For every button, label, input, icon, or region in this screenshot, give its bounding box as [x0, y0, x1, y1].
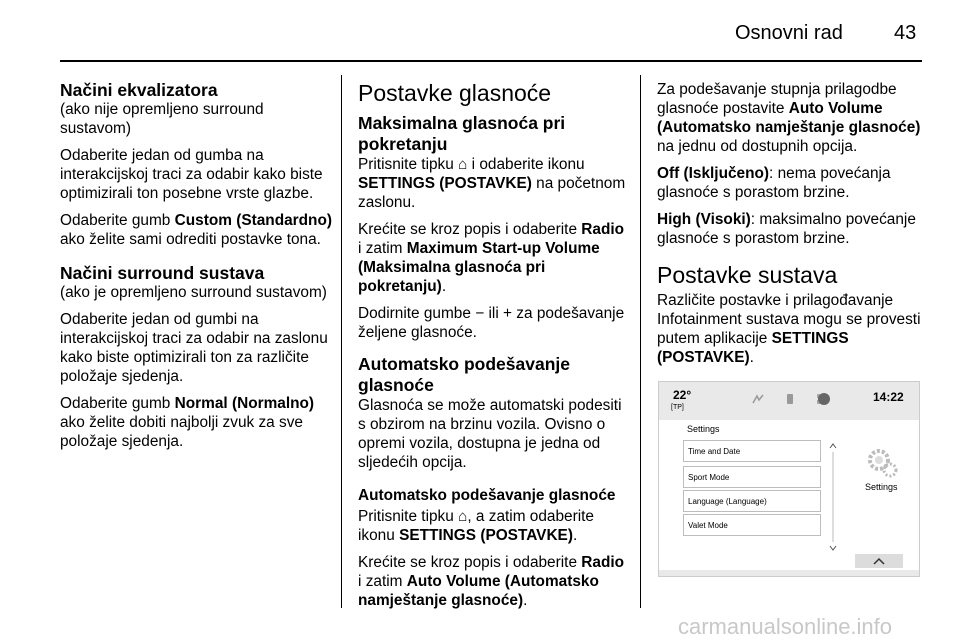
- page-number: 43: [894, 22, 917, 44]
- settings-row-valet-mode[interactable]: Valet Mode: [683, 514, 821, 536]
- column-3: [657, 80, 925, 375]
- status-bar: [659, 382, 919, 420]
- equalizer-note: (ako nije opremljeno surround sustavom): [60, 101, 264, 137]
- heading-volume-settings: Postavke glasnoće: [358, 80, 552, 106]
- settings-row-time-date[interactable]: Time and Date: [683, 440, 821, 462]
- settings-app-label[interactable]: Settings: [865, 482, 898, 492]
- gear-icon: [865, 446, 899, 480]
- max-volume-p1: Pritisnite tipku ⌂ i odaberite ikonu SETTINGS (POSTAVKE) na početnom zaslonu.: [358, 156, 626, 211]
- heading-system-settings: Postavke sustava: [657, 262, 838, 288]
- chevron-up-icon: [873, 557, 885, 565]
- heading-surround: Načini surround sustava: [60, 263, 265, 283]
- settings-heading: Settings: [687, 424, 720, 434]
- max-volume-p2: Krećite se kroz popis i odaberite Radio i zatim Maximum Start-up Volume (Maksimalna glasnoća pri pokretanju).: [358, 221, 625, 295]
- phone-icon[interactable]: [783, 392, 797, 406]
- settings-screen: [658, 381, 920, 577]
- surround-p1: Odaberite jedan od gumbi na interakcijskoj traci za odabir na zaslonu kako biste optimizirali ton za različite položaje sjedenja.: [60, 311, 328, 385]
- auto-volume-subheading: Automatsko podešavanje glasnoće: [358, 487, 616, 504]
- plus-icon: +: [503, 305, 513, 322]
- column-1: [60, 80, 332, 459]
- settings-row-sport-mode[interactable]: Sport Mode: [683, 466, 821, 488]
- system-settings-p1: Različite postavke i prilagođavanje Infotainment sustava mogu se provesti putem aplikacije SETTINGS (POSTAVKE).: [657, 292, 921, 366]
- temperature: 22°: [673, 388, 692, 402]
- collapse-button[interactable]: [855, 554, 903, 568]
- option-off: Off (Isključeno): nema povećanja glasnoće s porastom brzine.: [657, 165, 891, 201]
- home-icon: ⌂: [458, 508, 468, 525]
- auto-volume-p1: Glasnoća se može automatski podesiti s obzirom na brzinu vozila. Ovisno o opremi vozila, dostupna je jedna od sljedećih opcija.: [358, 397, 622, 471]
- bottom-bar: [659, 570, 919, 576]
- home-icon: ⌂: [458, 156, 468, 173]
- audio-icon[interactable]: [751, 392, 765, 406]
- settings-row-language[interactable]: Language (Language): [683, 490, 821, 512]
- scrollbar[interactable]: [829, 442, 837, 552]
- heading-equalizer: Načini ekvalizatora: [60, 80, 218, 100]
- infotainment-screenshot: [658, 381, 920, 577]
- column-divider-1: [341, 75, 342, 608]
- equalizer-p1: Odaberite jedan od gumba na interakcijskoj traci za odabir kako biste optimizirali ton posebne vrste glazbe.: [60, 147, 323, 202]
- watermark: carmanualsonline.info: [678, 614, 893, 639]
- option-high: High (Visoki): maksimalno povećanje glasnoće s porastom brzine.: [657, 211, 916, 247]
- page-header-title: Osnovni rad: [735, 22, 843, 44]
- minus-icon: −: [475, 305, 485, 322]
- surround-note: (ako je opremljeno surround sustavom): [60, 284, 327, 301]
- surround-p2: Odaberite gumb Normal (Normalno) ako želite dobiti najbolji zvuk za sve položaje sjedenja.: [60, 395, 315, 450]
- info-icon[interactable]: [817, 392, 831, 406]
- heading-auto-volume: Automatsko podešavanje glasnoće: [358, 354, 570, 395]
- column-2: [358, 80, 630, 618]
- max-volume-p3: Dodirnite gumbe − ili + za podešavanje željene glasnoće.: [358, 305, 625, 341]
- heading-max-startup-volume: Maksimalna glasnoća pri pokretanju: [358, 113, 566, 154]
- auto-volume-p3: Krećite se kroz popis i odaberite Radio i zatim Auto Volume (Automatsko namještanje glasnoće).: [358, 554, 625, 609]
- column-divider-2: [640, 75, 641, 608]
- tp-indicator: [TP]: [671, 404, 684, 411]
- header-rule: [60, 60, 922, 62]
- clock: 14:22: [873, 390, 904, 404]
- auto-volume-p4: Za podešavanje stupnja prilagodbe glasnoće postavite Auto Volume (Automatsko namještanje glasnoće) na jednu od dostupnih opcija.: [657, 81, 921, 155]
- auto-volume-p2: Pritisnite tipku ⌂, a zatim odaberite ikonu SETTINGS (POSTAVKE).: [358, 508, 594, 544]
- equalizer-p2: Odaberite gumb Custom (Standardno) ako želite sami odrediti postavke tona.: [60, 212, 332, 248]
